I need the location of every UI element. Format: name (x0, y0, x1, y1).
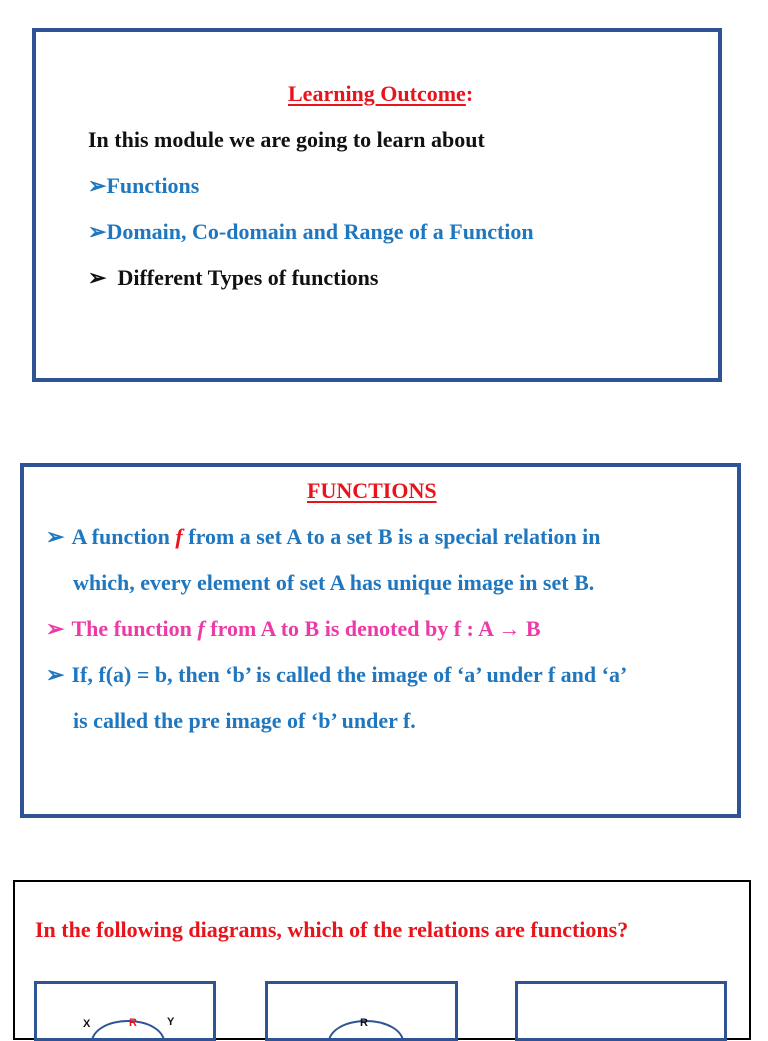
definition-line-2: which, every element of set A has unique image in set B. (73, 570, 595, 595)
question-text: In the following diagrams, which of the relations are functions? (35, 917, 629, 942)
relation-label: R (129, 1017, 137, 1029)
diagram-question-slide (13, 880, 751, 1040)
bullet-functions (88, 172, 199, 200)
text: A function (71, 524, 176, 549)
bullet-arrow-icon: ➢ (88, 173, 107, 198)
set-label-x: X (83, 1018, 91, 1030)
image-bullet (46, 661, 627, 689)
set-oval (91, 1020, 165, 1041)
diagram-box-3 (515, 981, 727, 1041)
bullet-arrow-icon: ➢ (46, 524, 65, 549)
text: from A to B is denoted by f : A → B (204, 616, 541, 641)
definition-bullet (46, 523, 601, 551)
bullet-arrow-icon: ➢ (88, 265, 107, 290)
bullet-arrow-icon: ➢ (88, 219, 107, 244)
bullet-text: Domain, Co-domain and Range of a Function (106, 219, 534, 244)
text: from a set A to a set B is a special relation in (182, 524, 601, 549)
bullet-text: Different Types of functions (117, 265, 379, 290)
function-variable: f (175, 524, 183, 549)
heading-colon: : (465, 81, 474, 106)
intro-text: In this module we are going to learn about (88, 127, 485, 152)
text: If, f(a) = b, then ‘b’ is called the image of ‘a’ under f and ‘a’ (71, 662, 628, 687)
functions-slide (20, 463, 741, 818)
learning-outcome-heading (288, 80, 473, 108)
diagram-box-2 (265, 981, 458, 1041)
learning-outcome-slide (32, 28, 722, 382)
image-line-2: is called the pre image of ‘b’ under f. (73, 708, 416, 733)
bullet-domain (88, 218, 534, 246)
bullet-arrow-icon: ➢ (46, 662, 65, 687)
notation-bullet (46, 615, 541, 643)
bullet-types (88, 264, 378, 292)
bullet-text: Functions (106, 173, 200, 198)
heading-text: Learning Outcome (288, 81, 466, 106)
functions-heading: FUNCTIONS (307, 478, 437, 503)
bullet-arrow-icon: ➢ (46, 616, 65, 641)
text: The function (71, 616, 198, 641)
function-variable: f (197, 616, 205, 641)
set-label-y: Y (167, 1016, 175, 1028)
diagram-box-1 (34, 981, 216, 1041)
relation-label: R (360, 1017, 368, 1029)
